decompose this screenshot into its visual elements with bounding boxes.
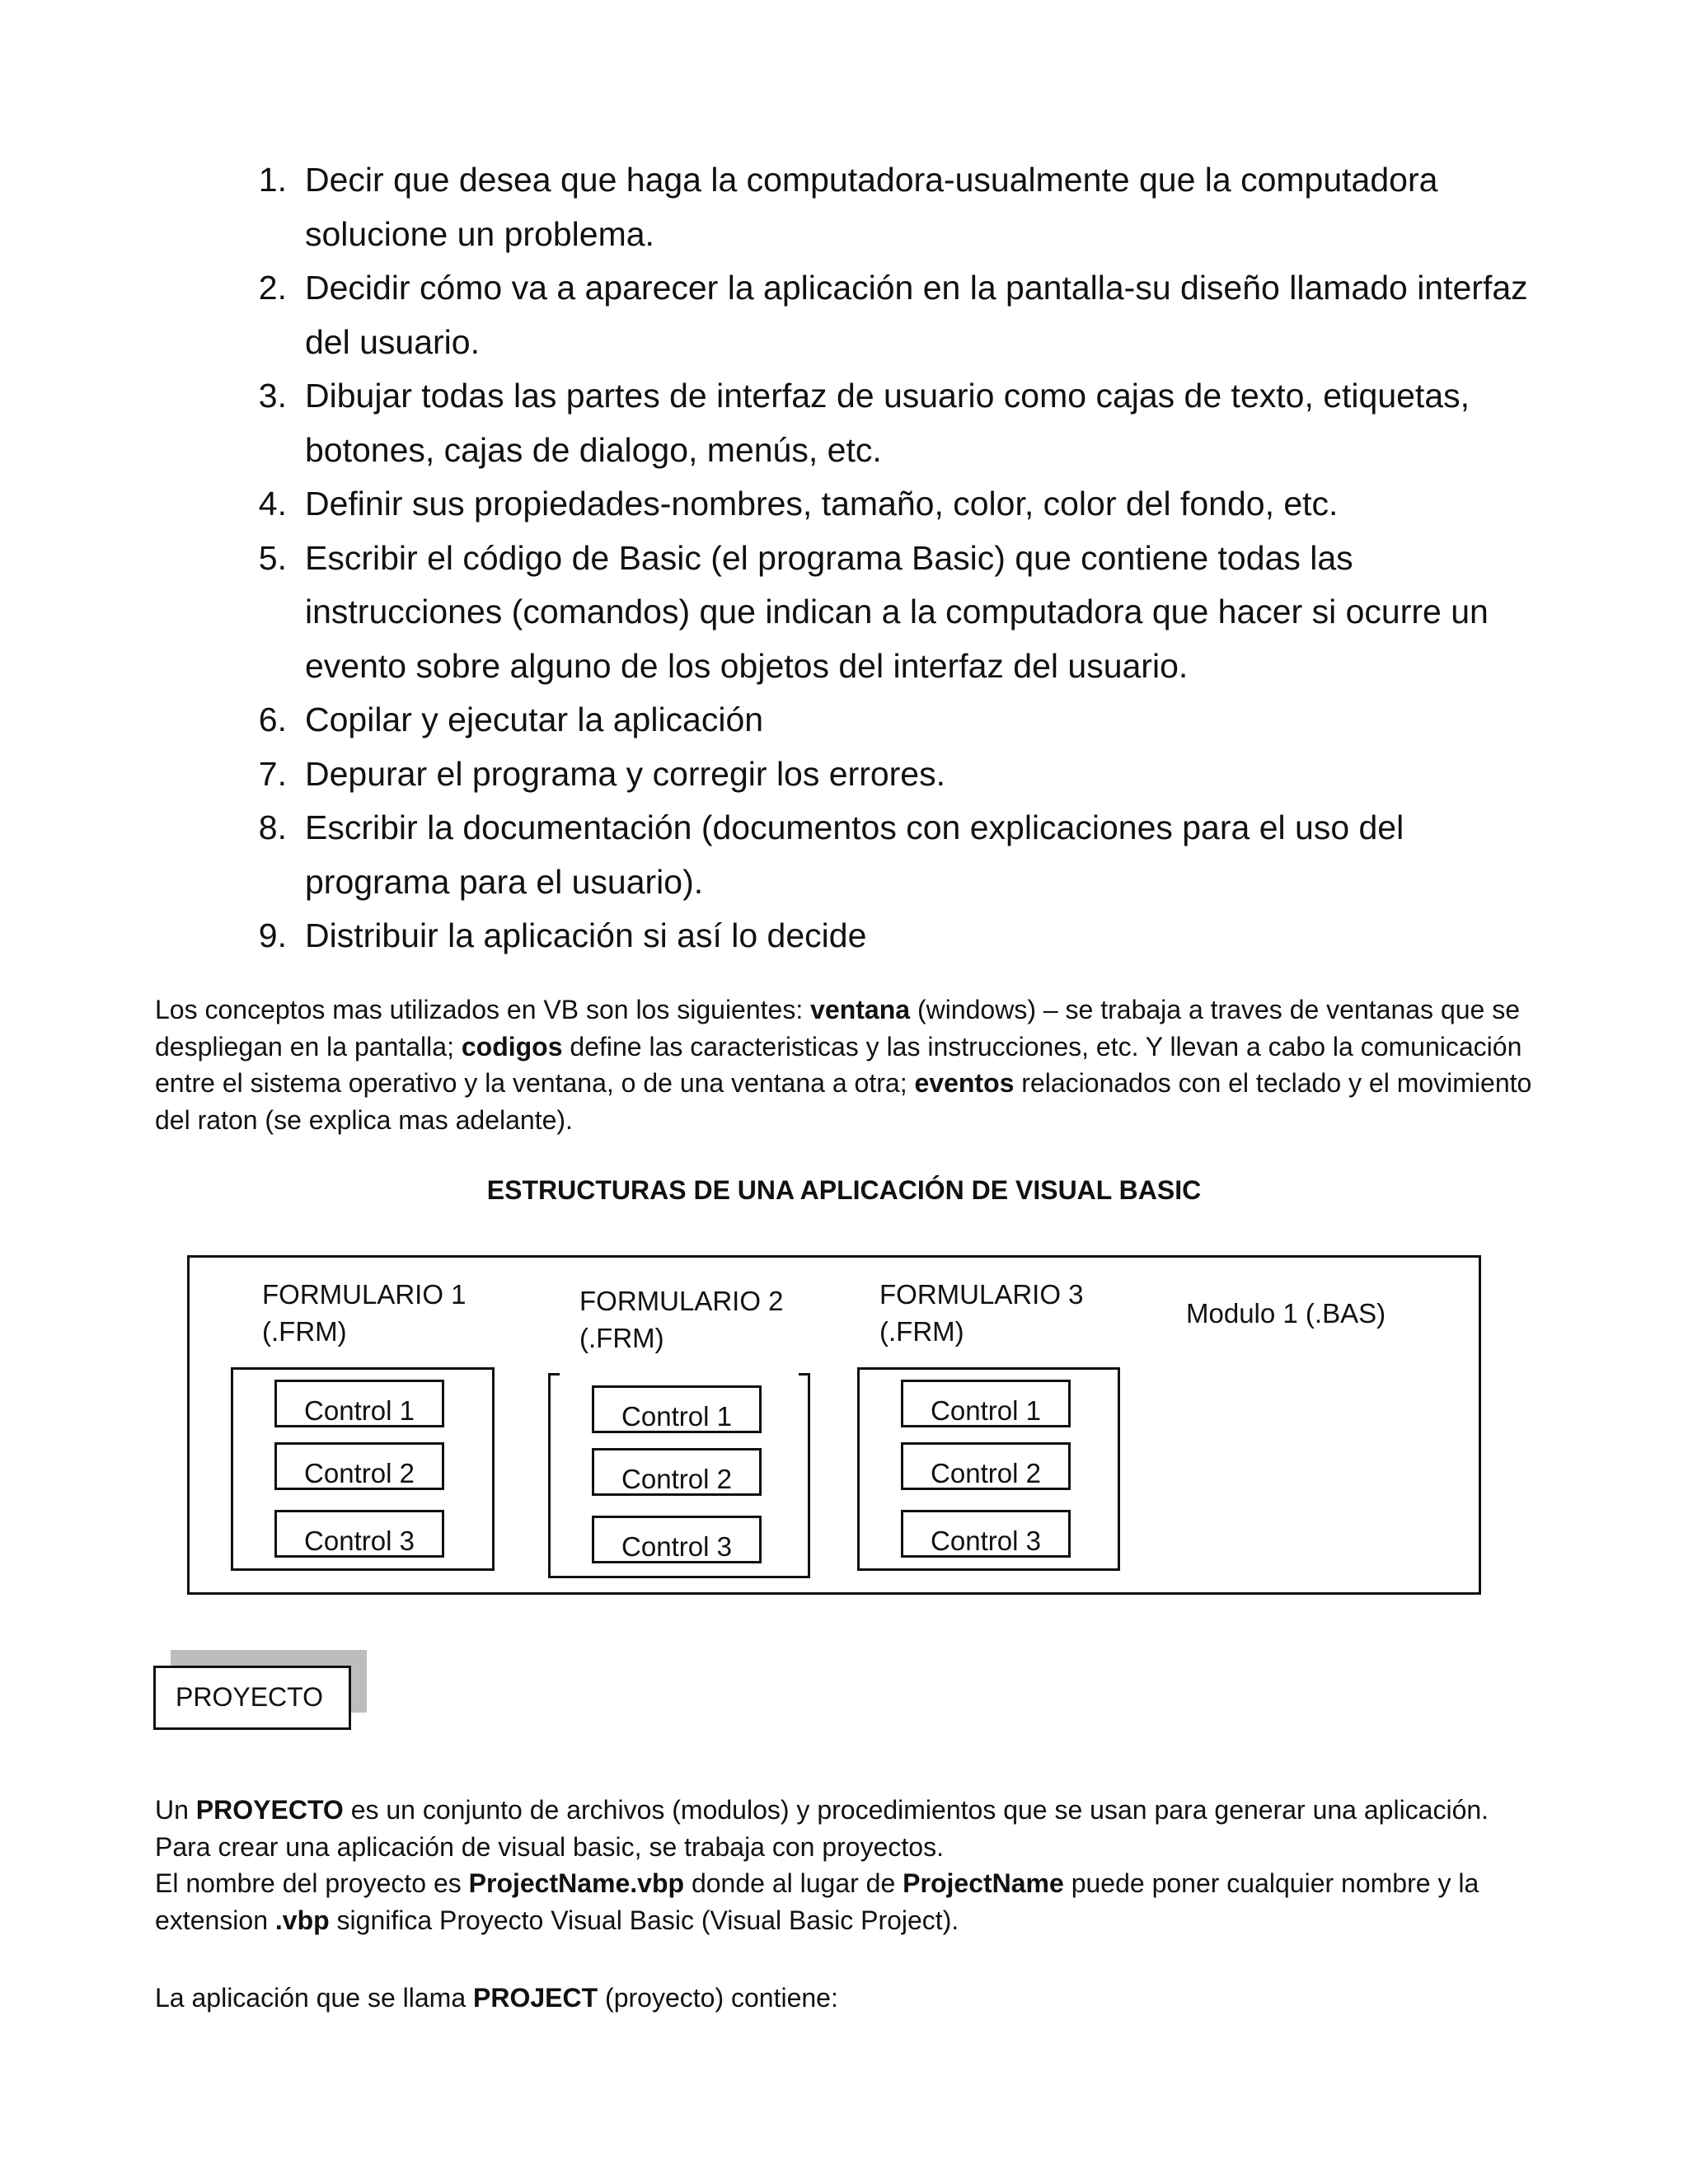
step-text: Escribir la documentación (documentos con explicaciones para el uso del programa para el usuario). [305, 808, 1404, 901]
step-number: 8. [258, 808, 287, 846]
proyecto-text-6: significa Proyecto Visual Basic (Visual Basic Project). [329, 1905, 959, 1935]
concepts-term-ventana: ventana [810, 995, 911, 1024]
project-filename: ProjectName.vbp [468, 1868, 685, 1898]
step-item [247, 369, 1533, 477]
proyecto-text-3: El nombre del proyecto es [155, 1868, 469, 1898]
form-3-control-3: Control 3 [901, 1510, 1071, 1558]
step-text: Distribuir la aplicación si así lo decide [305, 916, 867, 954]
form-1-label: FORMULARIO 1 (.FRM) [262, 1279, 467, 1347]
step-item [247, 801, 1533, 909]
step-number: 9. [258, 916, 287, 954]
step-number: 6. [258, 701, 287, 738]
proyecto-text-2: es un conjunto de archivos (modulos) y procedimientos que se usan para generar una aplicación. Para crear una aplicación de visual basic, se trabaja con proyectos. [155, 1795, 1489, 1862]
step-number: 3. [258, 377, 287, 415]
contains-text-1: La aplicación que se llama [155, 1983, 474, 2013]
proyecto-text-4: donde al lugar de [684, 1868, 903, 1898]
form-1-control-3: Control 3 [274, 1510, 444, 1558]
form-2-box [548, 1373, 810, 1578]
form-2-label: FORMULARIO 2 (.FRM) [579, 1286, 784, 1353]
concepts-term-eventos: eventos [914, 1068, 1015, 1098]
step-item [247, 532, 1533, 694]
form-1-control-1: Control 1 [274, 1380, 444, 1427]
concepts-text-1: Los conceptos mas utilizados en VB son los siguientes: [155, 995, 811, 1024]
module-label: Modulo 1 (.BAS) [1186, 1298, 1386, 1329]
form-2-control-3: Control 3 [592, 1516, 762, 1563]
vb-structure-diagram [187, 1255, 1481, 1595]
step-text: Depurar el programa y corregir los errores. [305, 754, 945, 793]
step-text: Copilar y ejecutar la aplicación [305, 701, 764, 738]
step-number: 2. [258, 269, 287, 307]
form-3-label: FORMULARIO 3 (.FRM) [879, 1279, 1084, 1347]
concepts-text-3: define las caracteristicas y las instrucciones, etc. Y llevan a cabo la comunicación entre el sistema operativo y la ventana, o de una ventana a otra; [155, 1031, 1522, 1098]
proyecto-term: PROYECTO [195, 1795, 344, 1825]
step-item [247, 261, 1533, 369]
step-item [247, 477, 1533, 532]
proyecto-text-5: puede poner cualquier nombre y la extension [155, 1868, 1479, 1935]
contains-paragraph [155, 1980, 1548, 2017]
form-2-control-1: Control 1 [592, 1385, 762, 1433]
section-title: ESTRUCTURAS DE UNA APLICACIÓN DE VISUAL BASIC [486, 1175, 1202, 1205]
form-1-control-2: Control 2 [274, 1442, 444, 1490]
proyecto-text-1: Un [155, 1795, 196, 1825]
project-box: PROYECTO [153, 1666, 351, 1730]
project-term: PROJECT [473, 1983, 598, 2013]
vbp-extension: .vbp [274, 1905, 330, 1935]
step-item [247, 693, 1533, 748]
step-item [247, 909, 1533, 963]
concepts-text-2: (windows) – se trabaja a traves de ventanas que se despliegan en la pantalla; [155, 995, 1521, 1062]
step-number: 1. [258, 161, 287, 199]
step-number: 7. [258, 754, 287, 793]
step-item [247, 748, 1533, 802]
form-3-control-1: Control 1 [901, 1380, 1071, 1427]
step-text: Decir que desea que haga la computadora-usualmente que la computadora solucione un problema. [305, 161, 1438, 253]
concepts-term-codigos: codigos [461, 1031, 563, 1062]
contains-text-2: (proyecto) contiene: [598, 1983, 838, 2013]
concepts-text-4: relacionados con el teclado y el movimiento del raton (se explica mas adelante). [155, 1068, 1532, 1135]
form-2-control-2: Control 2 [592, 1448, 762, 1496]
proyecto-paragraph [155, 1792, 1548, 1938]
form-3-box [857, 1367, 1120, 1571]
form-1-box [231, 1367, 495, 1571]
concepts-paragraph [155, 991, 1548, 1138]
step-text: Decidir cómo va a aparecer la aplicación en la pantalla-su diseño llamado interfaz del usuario. [305, 269, 1528, 361]
step-number: 4. [258, 485, 287, 523]
step-text: Escribir el código de Basic (el programa Basic) que contiene todas las instrucciones (comandos) que indican a la computadora que hacer si ocurre un evento sobre alguno de los objetos del interfaz del usuario. [305, 538, 1489, 685]
step-item [247, 153, 1533, 261]
form-3-control-2: Control 2 [901, 1442, 1071, 1490]
step-number: 5. [258, 538, 287, 577]
step-text: Dibujar todas las partes de interfaz de usuario como cajas de texto, etiquetas, botones, cajas de dialogo, menús, etc. [305, 377, 1470, 469]
project-name-term: ProjectName [903, 1868, 1064, 1898]
step-text: Definir sus propiedades-nombres, tamaño, color, color del fondo, etc. [305, 485, 1339, 523]
steps-list [247, 153, 1533, 963]
